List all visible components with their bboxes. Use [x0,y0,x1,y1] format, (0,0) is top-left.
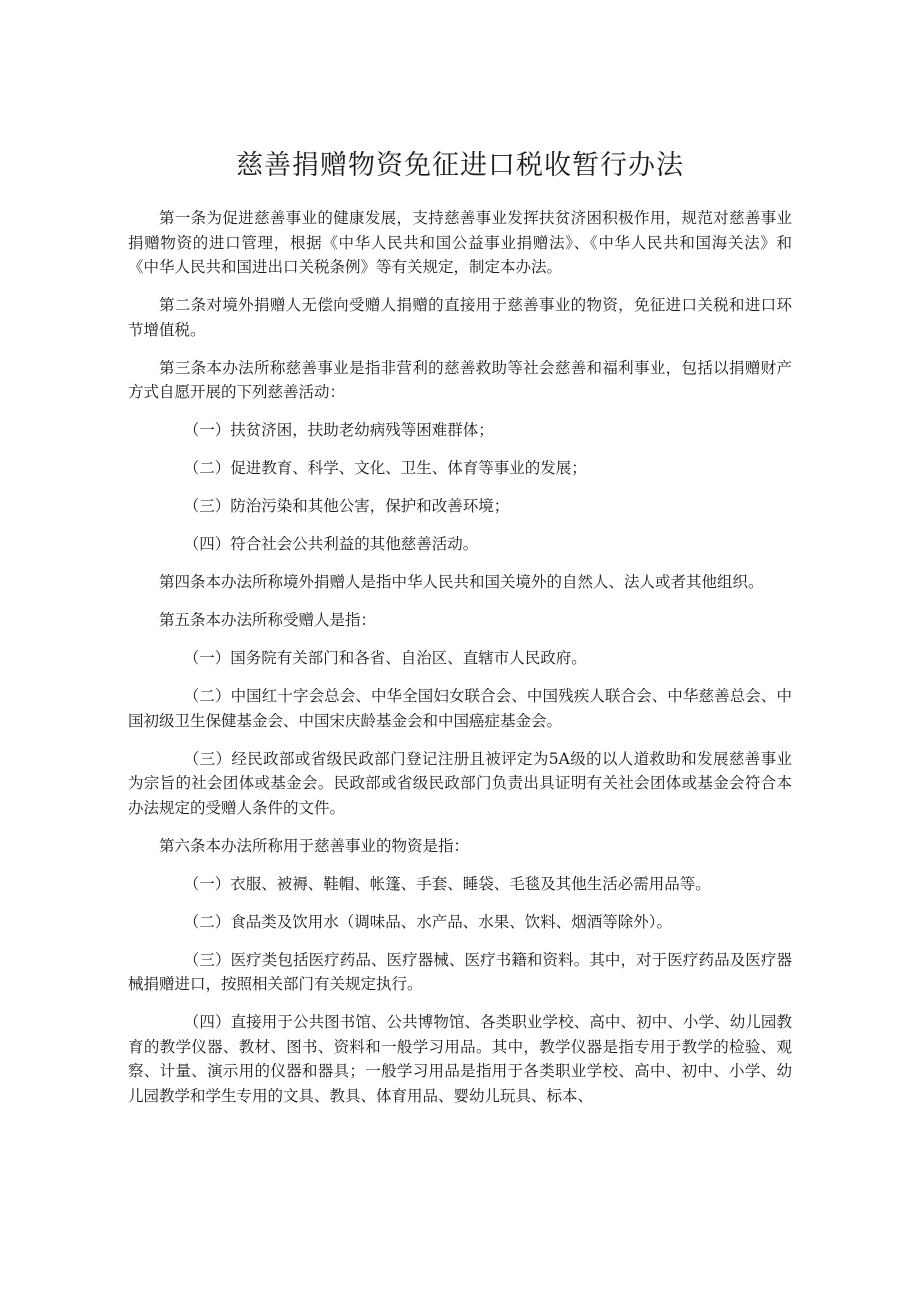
document-title: 慈善捐赠物资免征进口税收暂行办法 [236,150,684,181]
article-3-item-1: （一）扶贫济困，扶助老幼病残等困难群体； [183,421,494,439]
article-4: 第四条本办法所称境外捐赠人是指中华人民共和国关境外的自然人、法人或者其他组织。 [159,573,764,591]
article-3-item-4: （四）符合社会公共利益的其他慈善活动。 [183,535,479,553]
article-2: 第二条对境外捐赠人无偿向受赠人捐赠的直接用于慈善事业的物资，免征进口关税和进口环节增值税。 [128,296,792,339]
article-6-item-3: （三）医疗类包括医疗药品、医疗器械、医疗书籍和资料。其中，对于医疗药品及医疗器械捐赠进口，按照相关部门有关规定执行。 [128,950,792,993]
article-1: 第一条为促进慈善事业的健康发展，支持慈善事业发挥扶贫济困积极作用，规范对慈善事业捐赠物资的进口管理，根据《中华人民共和国公益事业捐赠法》、《中华人民共和国海关法》和《中华人民共和国进出口关税条例》等有关规定，制定本办法。 [128,209,792,276]
article-6: 第六条本办法所称用于慈善事业的物资是指： [159,836,470,855]
article-6-item-2: （二）食品类及饮用水（调味品、水产品、水果、饮料、烟酒等除外）。 [183,912,673,931]
article-6-item-1: （一）衣服、被褥、鞋帽、帐篷、手套、睡袋、毛毯及其他生活必需用品等。 [183,874,711,893]
article-5: 第五条本办法所称受赠人是指： [159,611,377,629]
article-6-item-4: （四）直接用于公共图书馆、公共博物馆、各类职业学校、高中、初中、小学、幼儿园教育的教学仪器、教材、图书、资料和一般学习用品。其中，教学仪器是指专用于教学的检验、观察、计量、演示用的仪器和器具；一般学习用品是指用于各类职业学校、高中、初中、小学、幼儿园教学和学生专用的文具、教具、体育用品、婴幼儿玩具、标本、 [128,1013,792,1105]
article-5-item-1: （一）国务院有关部门和各省、自治区、直辖市人民政府。 [183,649,587,667]
document-body [128,206,792,1122]
article-3-item-3: （三）防治污染和其他公害，保护和改善环境； [183,497,510,515]
article-3-item-2: （二）促进教育、科学、文化、卫生、体育等事业的发展； [183,459,587,477]
article-5-item-3: （三）经民政部或省级民政部门登记注册且被评定为5A级的以人道救助和发展慈善事业为宗旨的社会团体或基金会。民政部或省级民政部门负责出具证明有关社会团体或基金会符合本办法规定的受赠人条件的文件。 [128,749,792,817]
article-5-item-2: （二）中国红十字会总会、中华全国妇女联合会、中国残疾人联合会、中华慈善总会、中国初级卫生保健基金会、中国宋庆龄基金会和中国癌症基金会。 [128,687,792,730]
article-3: 第三条本办法所称慈善事业是指非营利的慈善救助等社会慈善和福利事业，包括以捐赠财产方式自愿开展的下列慈善活动： [128,358,792,401]
